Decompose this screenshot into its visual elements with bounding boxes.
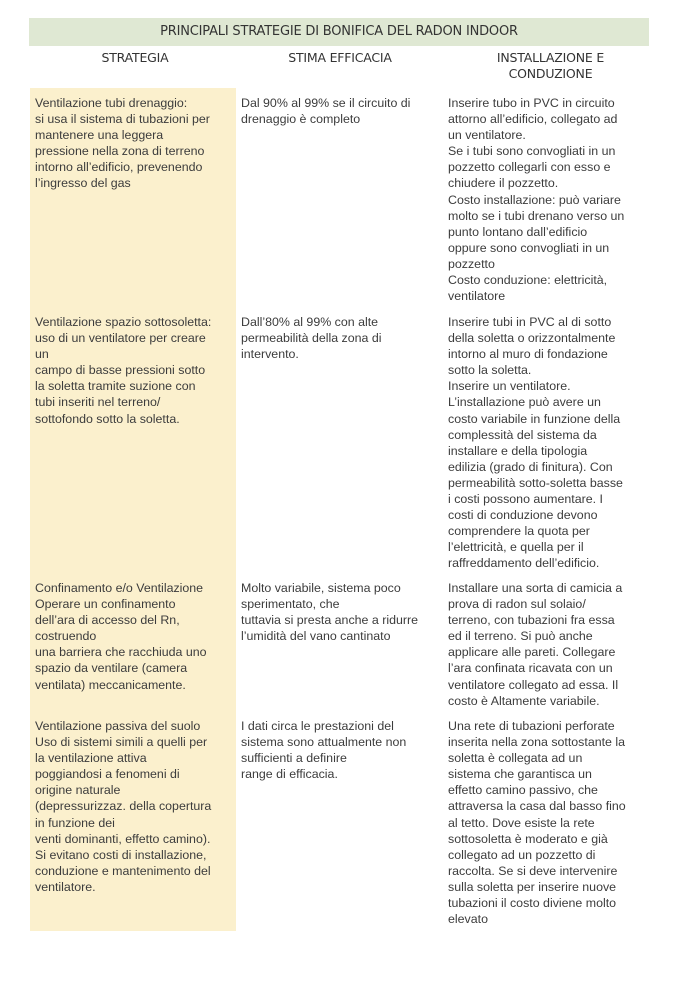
cell-installazione: Una rete di tubazioni perforate inserita nella zona sottostante la soletta è collegata ad un sistema che garantisca un effetto camino passivo, che attraversa la casa dal basso fino al tetto. Dove esiste la rete sottosoletta è moderato e già collegato ad un pozzetto di raccolta. Se si deve intervenire sulla soletta per inserire nuove tubazioni il costo diviene molto elevato [448, 719, 626, 927]
cell-strategia: Ventilazione passiva del suolo Uso di sistemi simili a quelli per la ventilazione attiva poggiandosi a fenomeni di origine naturale (depressurizzaz. della copertura in funzione dei venti dominanti, effetto camino). Si evitano costi di installazione, conduzione e mantenimento del ventilatore. [35, 719, 212, 894]
table-title: PRINCIPALI STRATEGIE DI BONIFICA DEL RADON INDOOR [29, 18, 649, 46]
cell-strategia: Ventilazione tubi drenaggio: si usa il sistema di tubazioni per mantenere una leggera pressione nella zona di terreno intorno all’edificio, prevenendo l’ingresso del gas [35, 96, 210, 191]
column-header-installazione-conduzione: INSTALLAZIONE E CONDUZIONE [496, 50, 605, 81]
cell-efficacia: Dall’80% al 99% con alte permeabilità della zona di intervento. [241, 315, 382, 362]
cell-installazione: Inserire tubo in PVC in circuito attorno all’edificio, collegato ad un ventilatore. Se i tubi sono convogliati in un pozzetto collegarli con esso e chiudere il pozzetto. Costo installazione: può variare molto se i tubi drenano verso un punto lontano dall’edificio oppure sono convogliati in un pozzetto Costo conduzione: elettricità, ventilatore [448, 96, 625, 304]
column-header-stima-efficacia: STIMA EFFICACIA [288, 50, 392, 65]
cell-installazione: Installare una sorta di camicia a prova di radon sul solaio/ terreno, con tubazioni fra essa ed il terreno. Si può anche applicare alle pareti. Collegare l’ara confinata ricavata con un ventilatore collegato ad essa. Il costo è Altamente variabile. [448, 581, 623, 708]
cell-efficacia: Dal 90% al 99% se il circuito di drenaggio è completo [241, 96, 411, 127]
cell-strategia: Ventilazione spazio sottosoletta: uso di un ventilatore per creare un campo di basse pressioni sotto la soletta tramite suzione con tubi inseriti nel terreno/ sottofondo sotto la soletta. [35, 315, 212, 426]
cell-efficacia: I dati circa le prestazioni del sistema sono attualmente non sufficienti a definire range di efficacia. [241, 719, 407, 782]
column-header-strategia: STRATEGIA [101, 50, 169, 65]
cell-installazione: Inserire tubi in PVC al di sotto della soletta o orizzontalmente intorno al muro di fondazione sotto la soletta. Inserire un ventilatore. L’installazione può avere un costo variabile in funzione della complessità del sistema da installare e della tipologia edilizia (grado di finitura). Con permeabilità sotto-soletta basse i costi possono aumentare. I costi di conduzione devono comprendere la quota per l’elettricità, e quella per il raffreddamento dell’edificio. [448, 315, 623, 571]
cell-efficacia: Molto variabile, sistema poco sperimentato, che tuttavia si presta anche a ridurre l’umidità del vano cantinato [241, 581, 419, 644]
cell-strategia: Confinamento e/o Ventilazione Operare un confinamento dell’ara di accesso del Rn, costruendo una barriera che racchiuda uno spazio da ventilare (camera ventilata) meccanicamente. [35, 581, 207, 692]
